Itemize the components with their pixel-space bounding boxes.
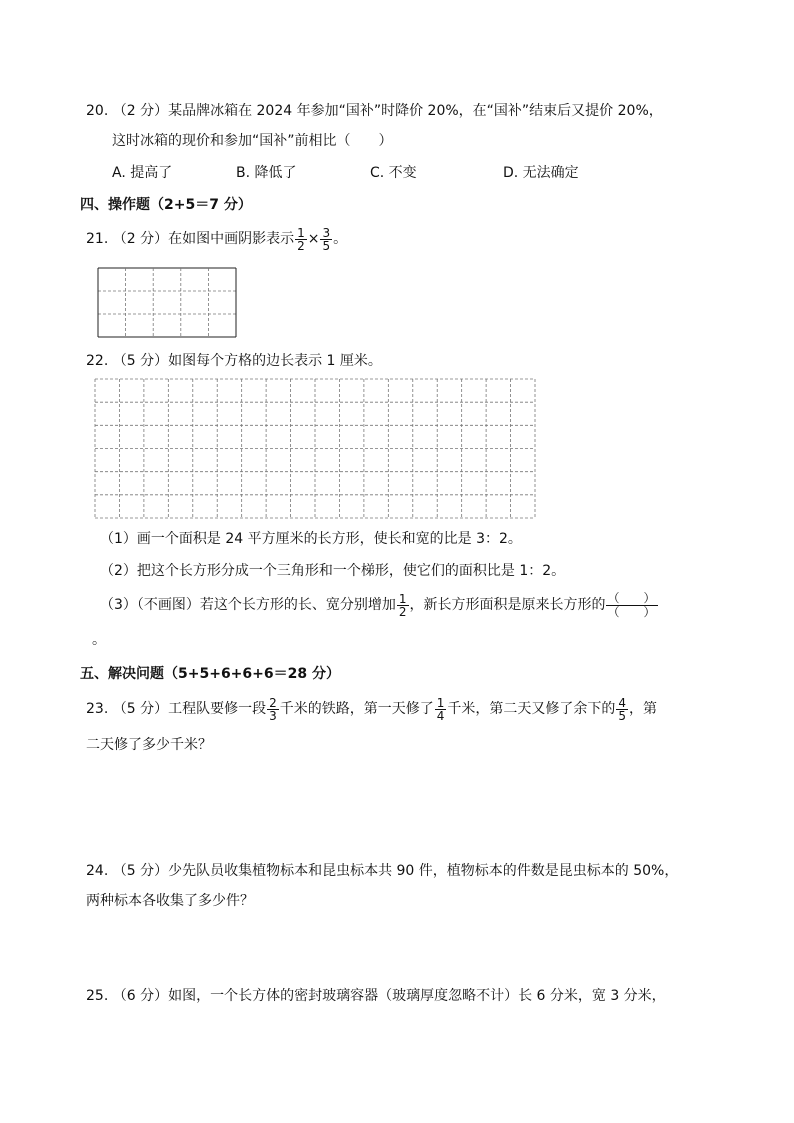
q20-option-b[interactable]: B. 降低了 bbox=[236, 165, 297, 181]
q21-prompt bbox=[86, 224, 347, 254]
q24-line1: 24. （5 分）少先队员收集植物标本和昆虫标本共 90 件，植物标本的件数是昆虫标本的 50%， bbox=[86, 863, 679, 879]
q23-text-3: 千米，第二天又修了余下的 bbox=[447, 701, 616, 717]
q21-drawing-grid[interactable] bbox=[97, 267, 237, 338]
q22-drawing-grid[interactable] bbox=[94, 378, 536, 519]
q22-answer-blank-fraction[interactable]: $\frac{( )}{( )}$ bbox=[607, 590, 656, 619]
q20-line2: 这时冰箱的现价和参加“国补”前相比（ ） bbox=[112, 133, 393, 149]
q22-part3-prefix: （3）（不画图）若这个长方形的长、宽分别增加 bbox=[100, 597, 396, 613]
q20-line1: 20. （2 分）某品牌冰箱在 2024 年参加“国补”时降价 20%，在“国补”结束后又提价 20%， bbox=[86, 103, 663, 119]
q22-part3-fraction: $\frac{1}{2}$ bbox=[398, 591, 407, 619]
section4-title: 四、操作题（2+5＝7 分） bbox=[80, 197, 252, 213]
q21-suffix: 。 bbox=[333, 231, 348, 247]
q24-line2: 两种标本各收集了多少件？ bbox=[86, 893, 254, 909]
q23-fraction-2: $\frac{1}{4}$ bbox=[436, 695, 445, 723]
q23-line1 bbox=[86, 694, 657, 724]
q22-part1: （1）画一个面积是 24 平方厘米的长方形，使长和宽的比是 3：2。 bbox=[100, 531, 522, 547]
q21-fraction-1: $\frac{1}{2}$ bbox=[297, 225, 305, 253]
q20-option-d[interactable]: D. 无法确定 bbox=[503, 165, 579, 181]
q21-fraction-2: $\frac{3}{5}$ bbox=[322, 225, 331, 253]
q22-part3-end: 。 bbox=[92, 632, 106, 648]
q22-part3 bbox=[100, 590, 658, 620]
q23-text-2: 千米的铁路，第一天修了 bbox=[279, 701, 434, 717]
q23-text-1: 23. （5 分）工程队要修一段 bbox=[86, 701, 267, 717]
q20-option-c[interactable]: C. 不变 bbox=[370, 165, 417, 181]
section5-title: 五、解决问题（5+5+6+6+6＝28 分） bbox=[80, 666, 340, 682]
q23-line2: 二天修了多少千米？ bbox=[86, 737, 212, 753]
q22-part2: （2）把这个长方形分成一个三角形和一个梯形，使它们的面积比是 1：2。 bbox=[100, 563, 566, 579]
q21-prefix: 21. （2 分）在如图中画阴影表示 bbox=[86, 231, 295, 247]
q23-fraction-1: $\frac{2}{3}$ bbox=[269, 695, 277, 723]
q21-times-sign: × bbox=[307, 231, 320, 247]
q22-part3-mid: ，新长方形面积是原来长方形的 bbox=[409, 597, 606, 613]
q23-fraction-3: $\frac{4}{5}$ bbox=[618, 695, 626, 723]
q23-text-4: ，第 bbox=[629, 701, 657, 717]
q25-line1: 25. （6 分）如图，一个长方体的密封玻璃容器（玻璃厚度忽略不计）长 6 分米，宽 3 分米， bbox=[86, 988, 666, 1004]
q20-option-a[interactable]: A. 提高了 bbox=[112, 165, 173, 181]
q22-title: 22. （5 分）如图每个方格的边长表示 1 厘米。 bbox=[86, 353, 382, 369]
